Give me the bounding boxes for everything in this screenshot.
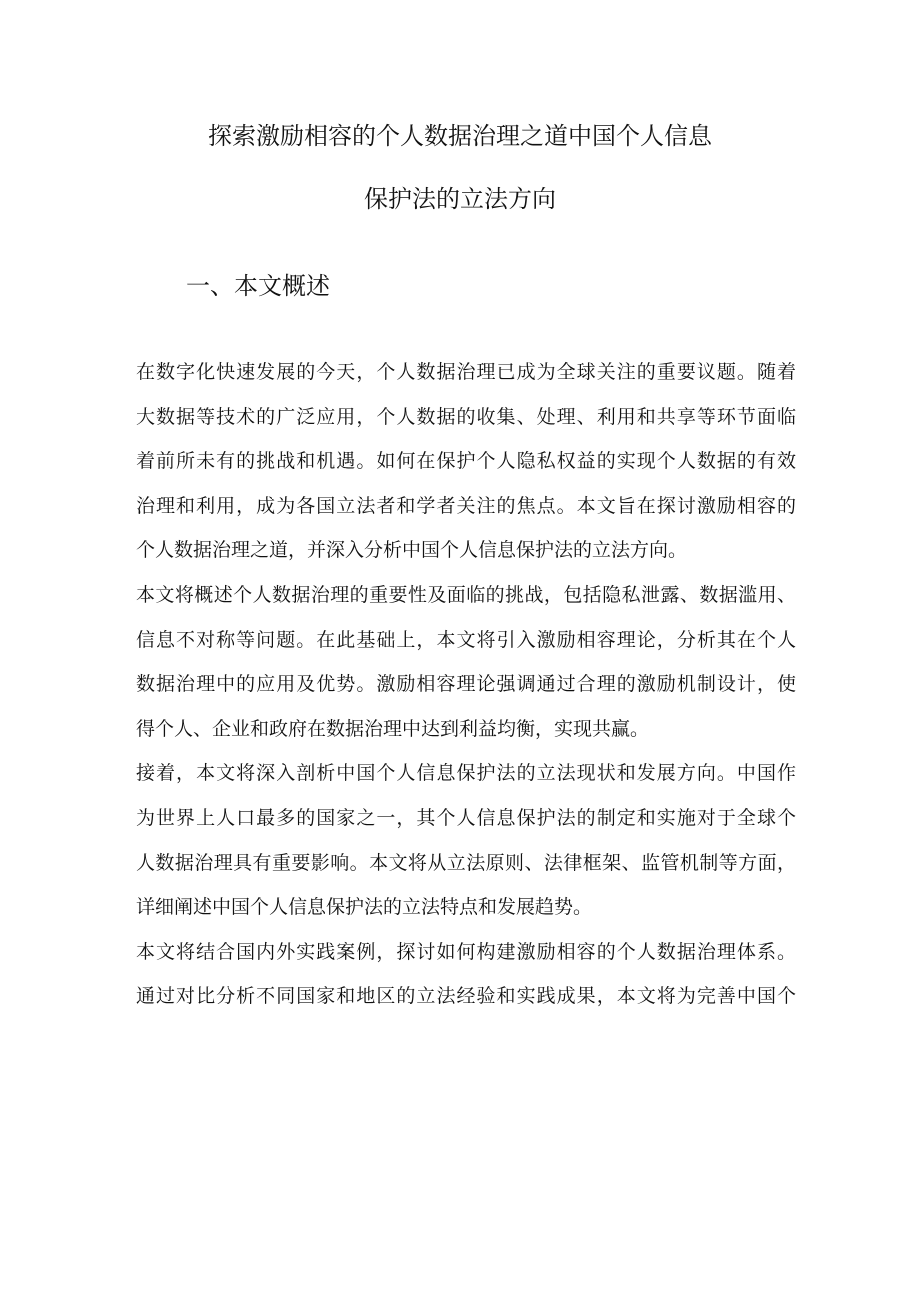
body-line: 人数据治理具有重要影响。本文将从立法原则、法律框架、监管机制等方面，: [136, 851, 796, 874]
body-line: 为世界上人口最多的国家之一，其个人信息保护法的制定和实施对于全球个: [136, 806, 796, 829]
body-line: 大数据等技术的广泛应用，个人数据的收集、处理、利用和共享等环节面临: [136, 405, 796, 428]
body-line: 接着，本文将深入剖析中国个人信息保护法的立法现状和发展方向。中国作: [136, 762, 796, 785]
body-line: 本文将概述个人数据治理的重要性及面临的挑战，包括隐私泄露、数据滥用、: [136, 583, 796, 606]
body-line: 着前所未有的挑战和机遇。如何在保护个人隐私权益的实现个人数据的有效: [136, 450, 796, 473]
body-line: 治理和利用，成为各国立法者和学者关注的焦点。本文旨在探讨激励相容的: [136, 494, 796, 517]
document-title-line-1: 探索激励相容的个人数据治理之道中国个人信息: [208, 122, 712, 150]
body-line: 通过对比分析不同国家和地区的立法经验和实践成果，本文将为完善中国个: [136, 985, 796, 1008]
body-line: 本文将结合国内外实践案例，探讨如何构建激励相容的个人数据治理体系。: [136, 940, 796, 963]
body-line: 详细阐述中国个人信息保护法的立法特点和发展趋势。: [136, 896, 593, 919]
document-title-line-2: 保护法的立法方向: [364, 185, 556, 213]
body-line: 信息不对称等问题。在此基础上，本文将引入激励相容理论，分析其在个人: [136, 628, 796, 651]
section-heading: 一、本文概述: [186, 272, 330, 300]
body-line: 数据治理中的应用及优势。激励相容理论强调通过合理的激励机制设计，使: [136, 673, 796, 696]
body-line: 得个人、企业和政府在数据治理中达到利益均衡，实现共赢。: [136, 717, 650, 740]
body-line: 在数字化快速发展的今天，个人数据治理已成为全球关注的重要议题。随着: [136, 361, 796, 383]
body-text: [136, 350, 796, 1019]
body-line: 个人数据治理之道，并深入分析中国个人信息保护法的立法方向。: [136, 539, 688, 562]
